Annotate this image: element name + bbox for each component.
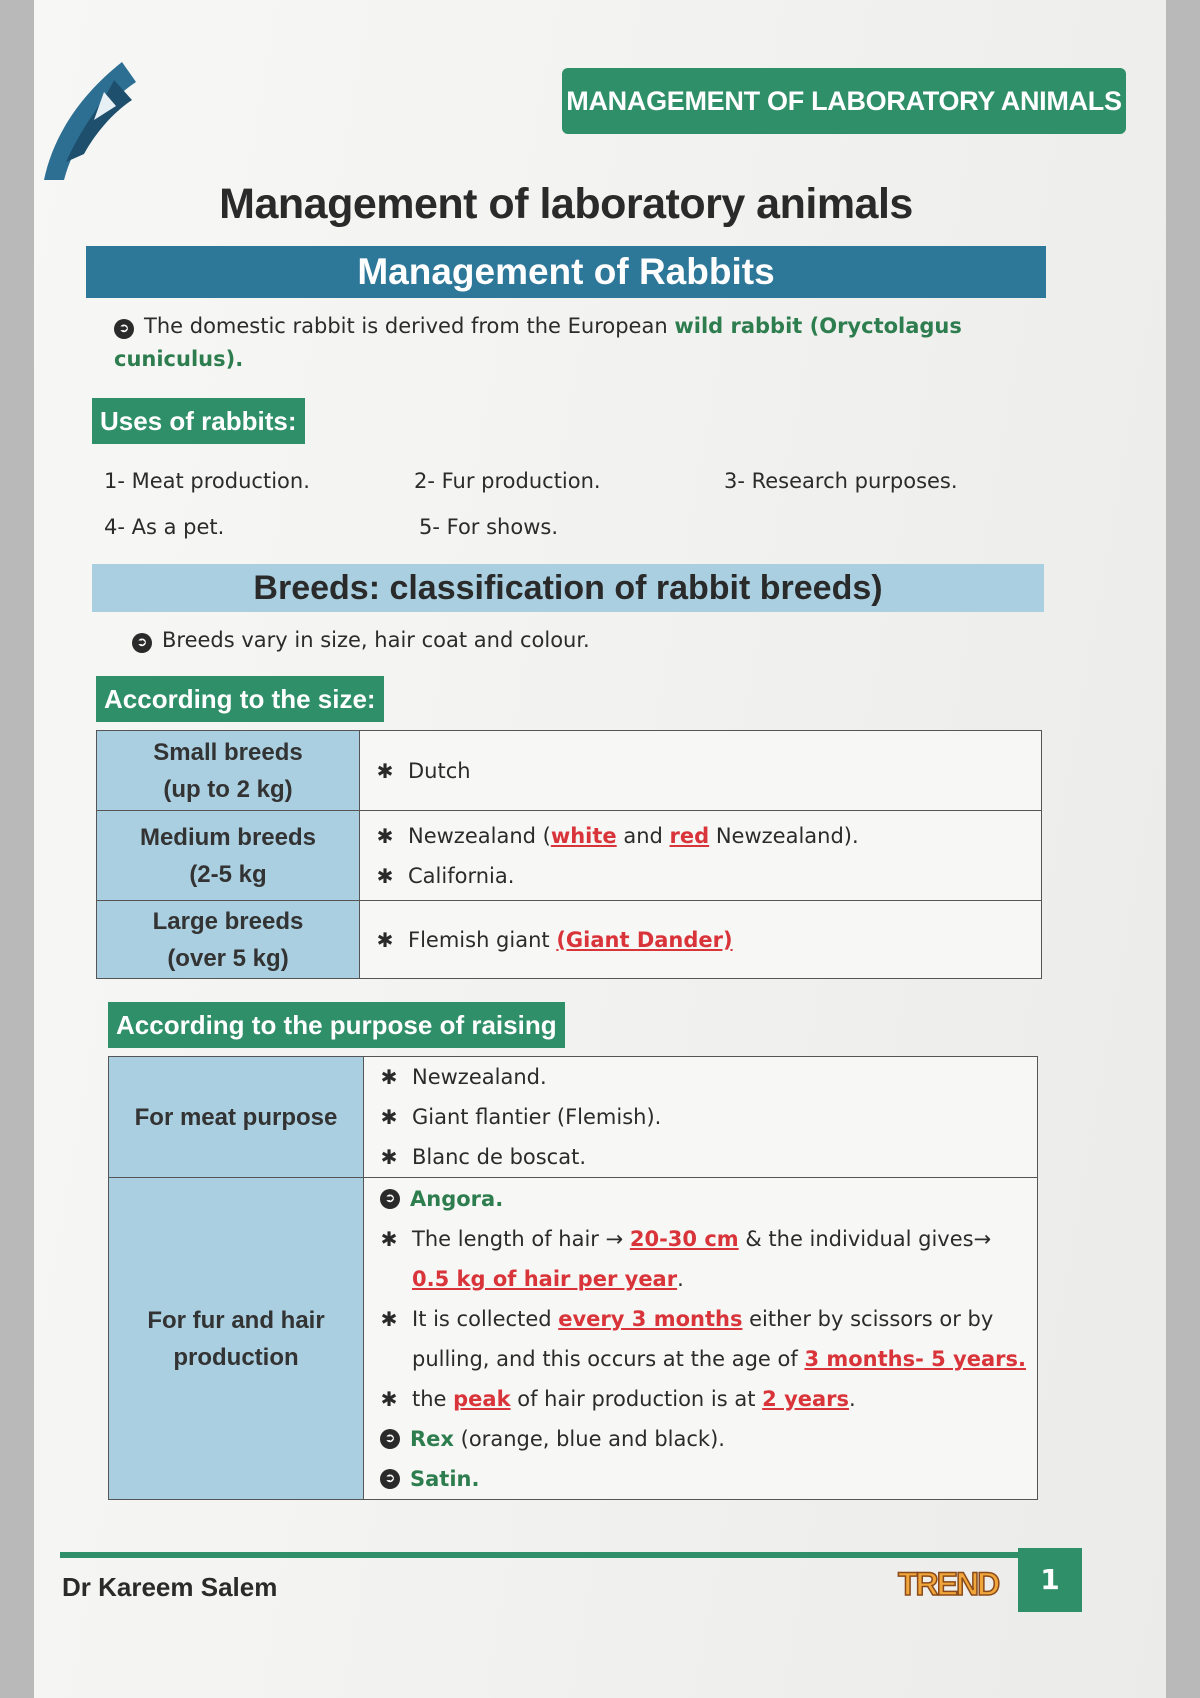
use-item: 2- Fur production. xyxy=(414,469,601,493)
small-breeds-cell xyxy=(360,731,1042,811)
intro-text: The domestic rabbit is derived from the European xyxy=(144,314,675,338)
asterisk-icon: ✱ xyxy=(376,863,394,888)
fur-purpose-header xyxy=(109,1178,364,1500)
meat-purpose-header: For meat purpose xyxy=(109,1057,364,1178)
meat-purpose-cell xyxy=(364,1057,1038,1178)
purpose-label: According to the purpose of raising xyxy=(108,1002,565,1048)
arrow-bullet-icon: ➲ xyxy=(380,1189,400,1209)
table-row xyxy=(109,1057,1038,1178)
uses-label: Uses of rabbits: xyxy=(92,398,305,444)
arrow-bullet-icon: ➲ xyxy=(114,319,134,339)
large-breeds-header xyxy=(97,901,360,979)
table-row xyxy=(97,731,1042,811)
small-breeds-header xyxy=(97,731,360,811)
section-heading: Management of Rabbits xyxy=(86,246,1046,298)
asterisk-icon: ✱ xyxy=(380,1226,398,1251)
list-item-continued: 0.5 kg of hair per year. xyxy=(412,1266,684,1291)
trend-logo: TREND xyxy=(898,1566,999,1602)
footer-divider xyxy=(60,1552,1082,1558)
medium-breeds-weight: (2-5 kg xyxy=(189,860,267,888)
list-item: Dutch xyxy=(408,758,471,783)
intro-highlight: wild rabbit (Oryctolagus cuniculus). xyxy=(114,314,962,371)
table-row xyxy=(97,811,1042,901)
asterisk-icon: ✱ xyxy=(380,1386,398,1411)
header-badge: MANAGEMENT OF LABORATORY ANIMALS xyxy=(562,68,1126,134)
corner-logo-icon xyxy=(44,62,136,182)
large-breeds-cell xyxy=(360,901,1042,979)
asterisk-icon: ✱ xyxy=(380,1145,398,1169)
list-item: Newzealand. xyxy=(412,1065,547,1089)
list-item: Satin. xyxy=(410,1466,480,1491)
purpose-table xyxy=(108,1056,1038,1500)
small-breeds-title: Small breeds xyxy=(153,738,303,766)
list-item-continued: pulling, and this occurs at the age of 3 months- 5 years. xyxy=(412,1346,1026,1371)
list-item: Rex (orange, blue and black). xyxy=(410,1426,725,1451)
size-table xyxy=(96,730,1042,979)
breeds-heading: Breeds: classification of rabbit breeds) xyxy=(92,564,1044,612)
arrow-bullet-icon: ➲ xyxy=(380,1429,400,1449)
table-row xyxy=(109,1178,1038,1500)
list-item: California. xyxy=(408,863,515,888)
small-breeds-weight: (up to 2 kg) xyxy=(163,775,293,803)
breeds-note xyxy=(132,628,590,653)
use-item: 4- As a pet. xyxy=(104,515,225,539)
fur-header-line: For fur and hair xyxy=(147,1306,325,1334)
page-number: 1 xyxy=(1018,1548,1082,1612)
arrow-bullet-icon: ➲ xyxy=(380,1469,400,1489)
list-item: Newzealand (white and red Newzealand). xyxy=(408,823,859,848)
use-item: 1- Meat production. xyxy=(104,469,310,493)
arrow-bullet-icon: ➲ xyxy=(132,633,152,653)
medium-breeds-header xyxy=(97,811,360,901)
asterisk-icon: ✱ xyxy=(380,1065,398,1089)
asterisk-icon: ✱ xyxy=(380,1105,398,1129)
list-item: Flemish giant (Giant Dander) xyxy=(408,927,733,952)
author-name: Dr Kareem Salem xyxy=(62,1572,278,1602)
list-item: Angora. xyxy=(410,1186,504,1211)
uses-list xyxy=(104,458,1034,550)
asterisk-icon: ✱ xyxy=(380,1306,398,1331)
medium-breeds-cell xyxy=(360,811,1042,901)
large-breeds-weight: (over 5 kg) xyxy=(167,944,289,972)
list-item: Blanc de boscat. xyxy=(412,1145,587,1169)
asterisk-icon: ✱ xyxy=(376,927,394,952)
fur-header-line: production xyxy=(173,1343,299,1371)
fur-purpose-cell xyxy=(364,1178,1038,1500)
page-title: Management of laboratory animals xyxy=(219,180,913,228)
list-item: the peak of hair production is at 2 years. xyxy=(412,1386,856,1411)
intro-paragraph xyxy=(114,310,1014,376)
list-item: The length of hair → 20-30 cm & the individual gives→ xyxy=(412,1226,992,1251)
list-item: Giant flantier (Flemish). xyxy=(412,1105,662,1129)
list-item: It is collected every 3 months either by scissors or by xyxy=(412,1306,994,1331)
large-breeds-title: Large breeds xyxy=(152,907,304,935)
use-item: 5- For shows. xyxy=(419,515,558,539)
medium-breeds-title: Medium breeds xyxy=(139,823,317,851)
use-item: 3- Research purposes. xyxy=(724,469,958,493)
size-label: According to the size: xyxy=(96,676,384,722)
table-row xyxy=(97,901,1042,979)
breeds-note-text: Breeds vary in size, hair coat and colour. xyxy=(162,628,590,652)
asterisk-icon: ✱ xyxy=(376,758,394,783)
asterisk-icon: ✱ xyxy=(376,823,394,848)
